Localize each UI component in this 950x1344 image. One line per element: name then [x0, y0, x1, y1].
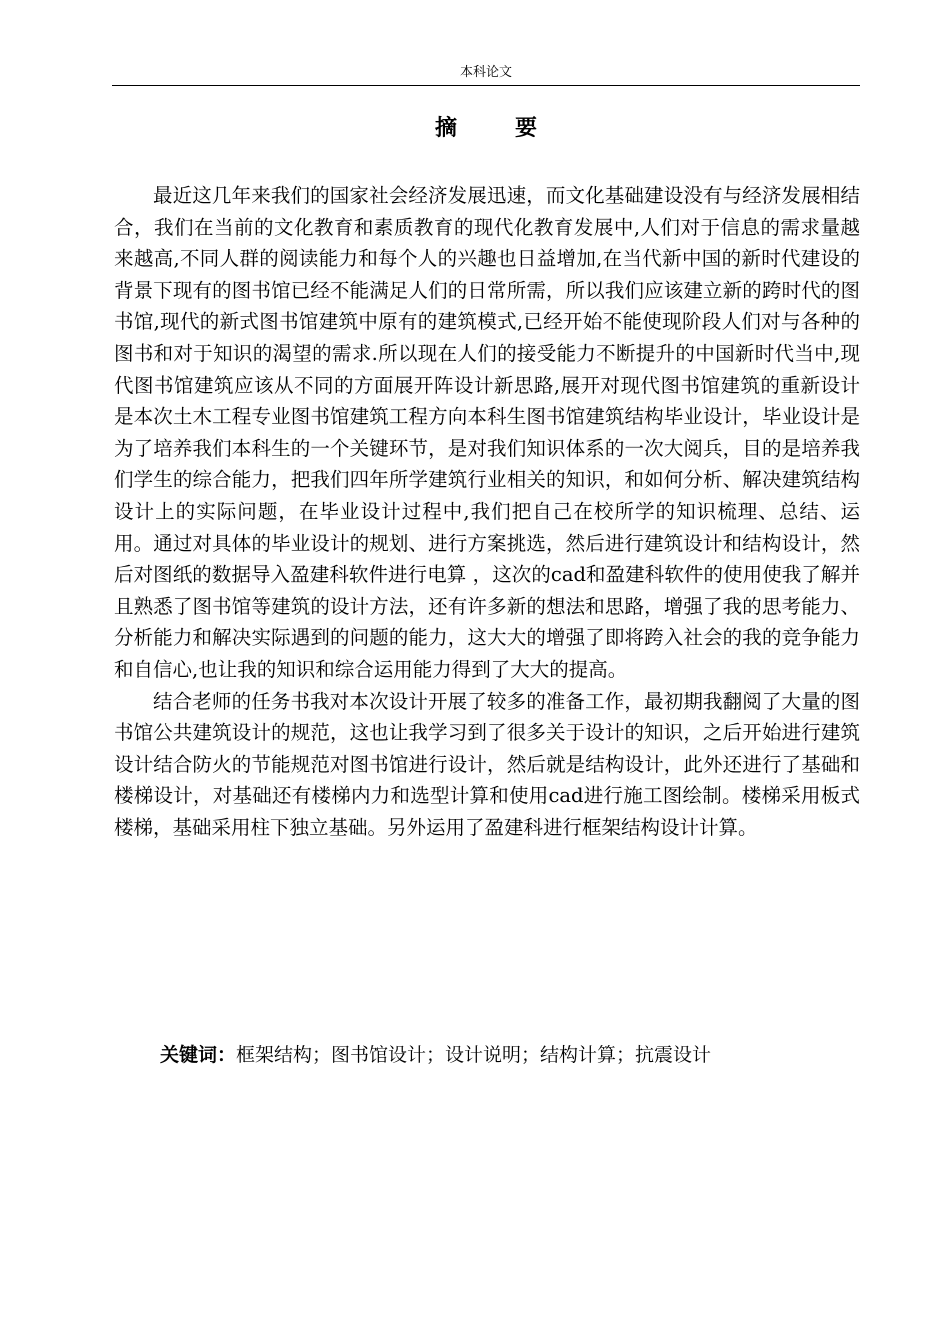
abstract-body: [114, 180, 860, 843]
abstract-title: 摘要: [434, 116, 595, 141]
abstract-paragraph-1: 最近这几年来我们的国家社会经济发展迅速，而文化基础建设没有与经济发展相结合，我们在当前的文化教育和素质教育的现代化教育发展中,人们对于信息的需求量越来越高,不同人群的阅读能力和每个人的兴趣也日益增加,在当代新中国的新时代建设的背景下现有的图书馆已经不能满足人们的日常所需，所以我们应该建立新的跨时代的图书馆,现代的新式图书馆建筑中原有的建筑模式,已经开始不能使现阶段人们对与各种的图书和对于知识的渴望的需求.所以现在人们的接受能力不断提升的中国新时代当中,现代图书馆建筑应该从不同的方面展开阵设计新思路,展开对现代图书馆建筑的重新设计是本次土木工程专业图书馆建筑工程方向本科生图书馆建筑结构毕业设计，毕业设计是为了培养我们本科生的一个关键环节，是对我们知识体系的一次大阅兵，目的是培养我们学生的综合能力，把我们四年所学建筑行业相关的知识，和如何分析、解决建筑结构设计上的实际问题，在毕业设计过程中,我们把自己在校所学的知识梳理、总结、运用。通过对具体的毕业设计的规划、进行方案挑选，然后进行建筑设计和结构设计，然后对图纸的数据导入盈建科软件进行电算 ，这次的cad和盈建科软件的使用使我了解并且熟悉了图书馆等建筑的设计方法，还有许多新的想法和思路，增强了我的思考能力、分析能力和解决实际遇到的问题的能力，这大大的增强了即将跨入社会的我的竞争能力和自信心,也让我的知识和综合运用能力得到了大大的提高。: [114, 184, 860, 681]
header-rule: [112, 85, 860, 86]
abstract-paragraph-2: 结合老师的任务书我对本次设计开展了较多的准备工作，最初期我翻阅了大量的图书馆公共建筑设计的规范，这也让我学习到了很多关于设计的知识，之后开始进行建筑设计结合防火的节能规范对图书馆进行设计，然后就是结构设计，此外还进行了基础和楼梯设计，对基础还有楼梯内力和选型计算和使用cad进行施工图绘制。楼梯采用板式楼梯，基础采用柱下独立基础。另外运用了盈建科进行框架结构设计计算。: [114, 689, 860, 839]
keywords-line: [160, 1040, 860, 1070]
keywords-label: 关键词：: [160, 1044, 237, 1066]
running-header: 本科论文: [459, 65, 512, 80]
keywords-text: 框架结构；图书馆设计；设计说明；结构计算；抗震设计: [236, 1044, 712, 1066]
